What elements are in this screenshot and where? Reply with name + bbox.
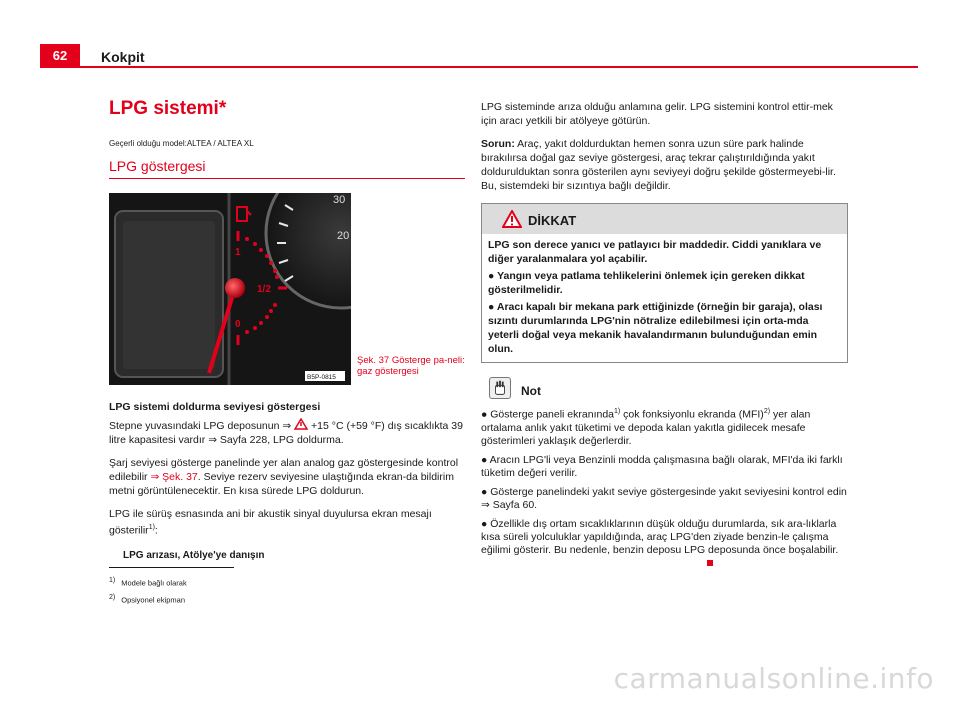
left-column (109, 98, 465, 561)
gauge-label-one: 1 (235, 247, 241, 258)
chapter-title: Kokpit (101, 49, 145, 65)
model-applicability: Geçerli olduğu model:ALTEA / ALTEA XL (109, 139, 254, 148)
warning-title: DİKKAT (528, 213, 577, 228)
warning-body (482, 234, 847, 362)
paragraph-fault: LPG sisteminde arıza olduğu anlamına gelir. LPG sistemini kontrol ettir-mek için aracı yetkili bir atölyeye götürün. (481, 101, 833, 127)
page-number: 62 (40, 44, 80, 68)
lpg-gauge-illustration (109, 193, 351, 385)
gauge-photo (109, 193, 351, 385)
paragraph-problem: Sorun: Araç, yakıt doldurduktan hemen sonra uzun süre park halinde bırakılırsa doğal gaz seviye göstergesi, araç tekrar çalıştırıldığında yakıt doldurulduktan sonra gösterilen aynı seviyeyi doğru şekilde göstermeyebi-lir. Bu, sistemdeki bir sızıntıya bağlı değildir. (481, 138, 836, 192)
paragraph-level: Şarj seviyesi gösterge panelinde yer alan analog gaz göstergesinde kontrol edilebilir ⇒ Şek. 37. Seviye rezerv seviyesine ulaştığında ekran-da bildirim metni görüntülenecektir. En kısa sürede LPG doldurun. (109, 457, 459, 497)
warning-triangle-icon (294, 418, 308, 430)
subheading: LPG sistemi doldurma seviyesi göstergesi (109, 401, 321, 413)
speed-label-20: 20 (337, 230, 350, 242)
right-column (481, 100, 849, 570)
footnotes (109, 567, 359, 607)
warning-triangle-icon (502, 210, 522, 228)
section-end-marker (707, 560, 713, 566)
paragraph-signal: LPG ile sürüş esnasında ani bir akustik sinyal duyulursa ekran mesajı gösterilir$^{1)}$: (109, 508, 432, 537)
note-item: ● Gösterge panelindeki yakıt seviye göstergesinde yakıt seviyesini kontrol edin ⇒ Sayfa 60. (481, 485, 847, 511)
note-hand-icon (489, 377, 511, 399)
section-title: LPG göstergesi (109, 158, 465, 179)
note-item: ● Özellikle dış ortam sıcaklıklarının düşük olduğu durumlarda, sık ara-lıklarla kısa süreli yolculuklar yapıldığında, araç LPG'den ziyade benzin-le çalışma eğilimi gösterir. Bu nedenle, benzin deposu LPG deposunda önce boşalabilir. (481, 518, 849, 570)
gauge-label-half: 1/2 (257, 284, 271, 295)
page-title: LPG sistemi* (109, 98, 227, 119)
figure-reference-link[interactable]: ⇒ Şek. 37 (150, 471, 198, 483)
paragraph-capacity: Stepne yuvasındaki LPG deposunun ⇒ +15 °C (+59 °F) dış sıcaklıkta 39 litre kapasitesi vardır ⇒ Sayfa 228, LPG doldurma. (109, 420, 463, 446)
warning-line: LPG son derece yanıcı ve patlayıcı bir maddedir. Ciddi yanıklara ve diğer yaralanmalara yol açabilir. (488, 239, 822, 265)
gauge-label-zero: 0 (235, 319, 241, 330)
error-message: LPG arızası, Atölye'ye danışın (123, 549, 265, 561)
header-divider (40, 66, 918, 68)
footnote-1: $^{1)}$ Modele bağlı olarak (109, 577, 187, 588)
footnote-divider (109, 567, 234, 568)
watermark: carmanualsonline.info (613, 662, 934, 695)
note-title: Not (521, 384, 541, 398)
warning-box (481, 203, 848, 363)
note-item: ● Gösterge paneli ekranında$^{1)}$ çok fonksiyonlu ekranda (MFI)$^{2)}$ yer alan ortalama anlık yakıt tüketimi ve depoda kalan yakıtla gidilecek mesafe gösterimleri yaklaşık değerlerdir. (481, 408, 811, 447)
footnote-2: $^{2)}$ Opsiyonel ekipman (109, 593, 186, 604)
figure-caption: Şek. 37 Gösterge pa-neli: gaz göstergesi (357, 355, 465, 377)
note-header (481, 377, 849, 399)
figure-code: B5P-0815 (307, 374, 336, 381)
figure (109, 193, 465, 393)
note-item: ● Aracın LPG'li veya Benzinli modda çalışmasına bağlı olarak, MFI'da iki farklı tüketim değeri verilir. (481, 453, 843, 479)
warning-line: ● Aracı kapalı bir mekana park ettiğinizde (örneğin bir garaja), olası sızıntı durumlarında LPG'nin nötralize edilebilmesi için orta-mda yeterli doğal veya mekanik havalandırmanın bulunduğundan emin olun. (488, 301, 823, 355)
warning-header (482, 204, 847, 234)
warning-line: ● Yangın veya patlama tehlikelerini önlemek için gereken dikkat gösterilmelidir. (488, 270, 805, 296)
speed-label-30: 30 (333, 194, 346, 206)
